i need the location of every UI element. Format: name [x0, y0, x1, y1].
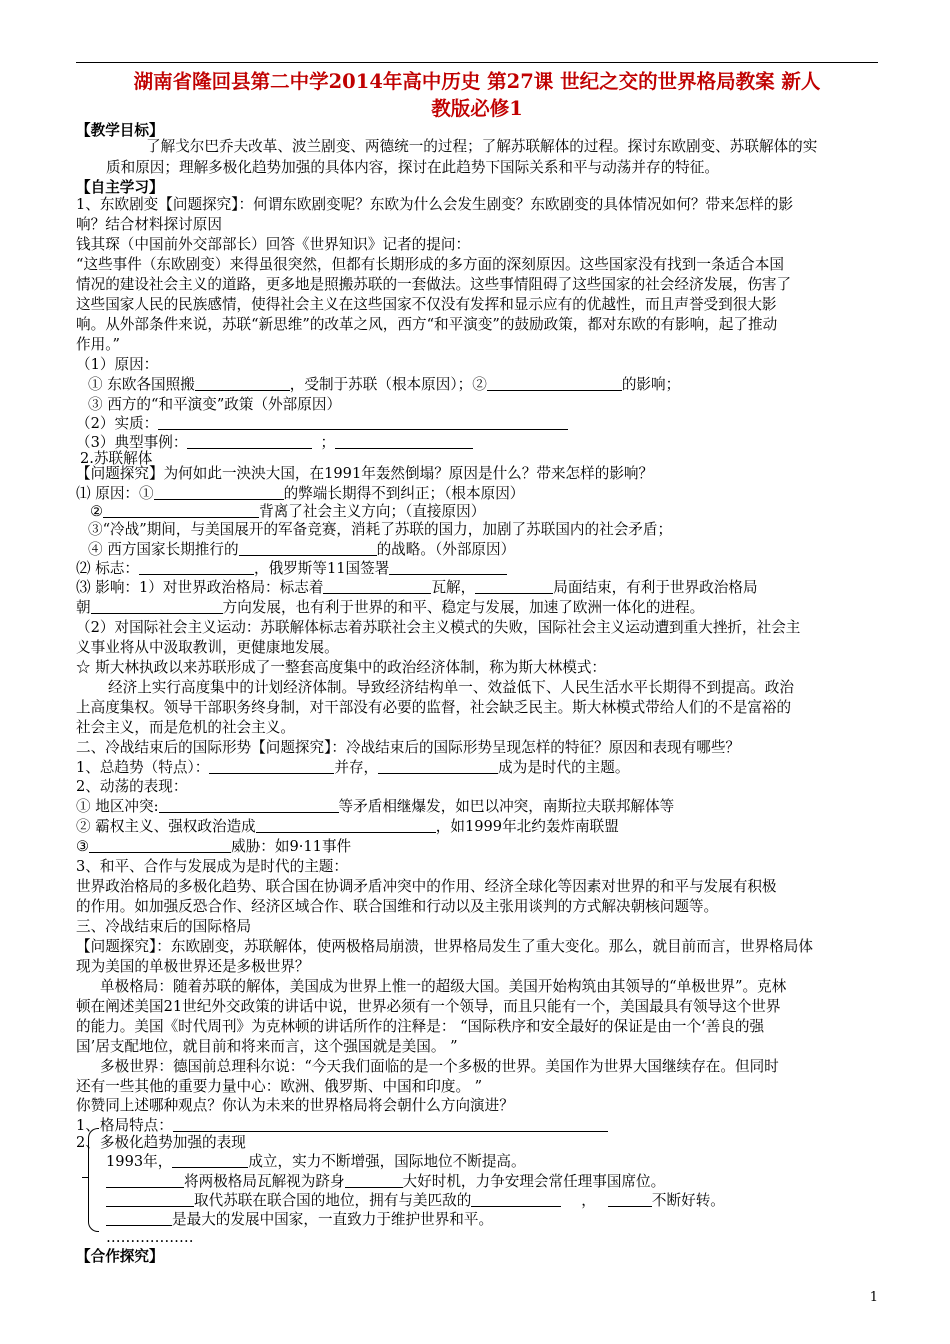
fill-in-line: ③ 威胁：如9·11事件 [76, 838, 352, 855]
paragraph-line: 还有一些其他的重要力量中心：欧洲、俄罗斯、中国和印度。 ” [76, 1078, 483, 1095]
paragraph-line: ③“冷战”期间，与美国展开的军备竞赛，消耗了苏联的国力，加剧了苏联国内的社会矛盾； [88, 521, 673, 538]
blank[interactable] [209, 759, 334, 774]
paragraph-line: 社会主义，而是危机的社会主义。 [76, 719, 295, 736]
paragraph-line: 上高度集权。领导干部职务终身制，对干部没有必要的监督，社会缺乏民主。斯大林模式带给人们的不是富裕的 [76, 699, 792, 716]
ellipsis-line: ……………… [106, 1229, 194, 1246]
blank[interactable] [154, 485, 284, 500]
paragraph-line: 的作用。如加强反恐合作、经济区域合作、联合国维和行动以及主张用谈判的方式解决朝核问题等。 [76, 898, 719, 915]
paragraph-line: 顿在阐述美国21世纪外交政策的讲话中说，世界必须有一个领导，而且只能有一个，美国最具有领导这个世界 [76, 998, 781, 1015]
paragraph-line: 这些国家人民的民族感情，使得社会主义在这些国家不仅没有发挥和显示应有的优越性，而且声誉受到很大影 [76, 296, 777, 313]
blank[interactable] [106, 1173, 184, 1188]
paragraph-line: 3、和平、合作与发展成为是时代的主题： [76, 858, 348, 875]
paragraph-line: 1、东欧剧变【问题探究】：何谓东欧剧变呢？东欧为什么会发生剧变？东欧剧变的具体情况如何？带来怎样的影 [76, 196, 794, 213]
paragraph-line: 钱其琛（中国前外交部部长）回答《世界知识》记者的提问： [76, 236, 471, 253]
paragraph-line: 响。从外部条件来说，苏联“新思维”的改革之风，西方“和平演变”的鼓励政策，都对东欧的有影响，起了推动 [76, 316, 778, 333]
section-cooperative-inquiry: 【合作探究】 [76, 1248, 164, 1265]
top-rule [76, 62, 878, 63]
paragraph-line: 二、冷战结束后的国际形势【问题探究】：冷战结束后的国际形势呈现怎样的特征？原因和表现有哪些？ [76, 739, 741, 756]
fill-in-line: ① 地区冲突: 等矛盾相继爆发，如巴以冲突，南斯拉夫联邦解体等 [76, 798, 675, 815]
paragraph-line: 现为美国的单极世界还是多极世界？ [76, 958, 310, 975]
paragraph-line: 多极世界：德国前总理科尔说：“今天我们面临的是一个多极的世界。美国作为世界大国继续存在。但同时 [100, 1058, 779, 1075]
paragraph-line: 义事业将从中汲取教训，更健康地发展。 [76, 639, 339, 656]
paragraph-line: 响？结合材料探讨原因 [76, 216, 222, 233]
paragraph-line: 三、冷战结束后的国际格局 [76, 918, 252, 935]
paragraph-line: 2.苏联解体 [80, 450, 153, 467]
paragraph-line: （1）原因： [76, 356, 159, 373]
paragraph-line: 质和原因；理解多极化趋势加强的具体内容，探讨在此趋势下国际关系和平与动荡并存的特征。 [106, 159, 719, 176]
blank[interactable] [139, 560, 254, 575]
blank[interactable] [378, 759, 498, 774]
page-title [76, 68, 878, 122]
blank[interactable] [345, 1173, 403, 1188]
blank[interactable] [103, 503, 259, 518]
paragraph-line: 作用。” [76, 336, 120, 353]
fill-in-line: ⑶ 影响：1）对世界政治格局：标志着 瓦解， 局面结束，有利于世界政治格局 [76, 579, 758, 596]
blank[interactable] [389, 560, 507, 575]
fill-in-line: （3）典型事例： ； [76, 433, 473, 453]
fill-in-line: 取代苏联在联合国的地位，拥有与美匹敌的 ， 不断好转。 [106, 1191, 725, 1211]
blank[interactable] [159, 798, 339, 813]
blank[interactable] [195, 376, 290, 391]
paragraph-line: 你赞同上述哪种观点？你认为未来的世界格局将会朝什么方向演进？ [76, 1097, 514, 1114]
blank[interactable] [323, 579, 431, 594]
paragraph-line: （2）对国际社会主义运动：苏联解体标志着苏联社会主义模式的失败，国际社会主义运动遭到重大挫折，社会主 [76, 619, 801, 636]
paragraph-line: ③ 西方的“和平演变”政策（外部原因） [88, 396, 342, 413]
blank[interactable] [158, 415, 568, 430]
blank[interactable] [172, 1153, 248, 1168]
blank[interactable] [173, 1117, 608, 1132]
fill-in-line: 朝 方向发展，也有利于世界的和平、稳定与发展，加速了欧洲一体化的进程。 [76, 599, 705, 616]
fill-in-line: ① 东欧各国照搬 ，受制于苏联（根本原因）；② 的影响； [88, 376, 681, 393]
blank[interactable] [106, 1192, 194, 1207]
blank[interactable] [471, 1192, 561, 1207]
blank[interactable] [608, 1192, 652, 1207]
brace-bracket [88, 1128, 99, 1232]
blank[interactable] [256, 818, 436, 833]
paragraph-line: 经济上实行高度集中的计划经济体制。导致经济结构单一、效益低下、人民生活水平长期得不到提高。政治 [108, 679, 794, 696]
blank[interactable] [239, 541, 377, 556]
fill-in-line: ⑴ 原因：① 的弊端长期得不到纠正；（根本原因） [76, 485, 525, 502]
fill-in-line: ② 霸权主义、强权政治造成 ，如1999年北约轰炸南联盟 [76, 818, 619, 835]
title-line-2: 教版必修1 [431, 97, 523, 120]
title-line-1: 湖南省隆回县第二中学2014年高中历史 第27课 世纪之交的世界格局教案 新人 [133, 70, 821, 93]
fill-in-line: 将两极格局瓦解视为跻身 大好时机，力争安理会常任理事国席位。 [106, 1172, 665, 1192]
fill-in-line: （2）实质： [76, 414, 568, 434]
paragraph-line: 2、多极化趋势加强的表现 [76, 1134, 246, 1151]
blank[interactable] [89, 838, 231, 853]
paragraph-line: 【问题探究】：东欧剧变，苏联解体，使两极格局崩溃，世界格局发生了重大变化。那么，就目前而言，世界格局体 [76, 938, 813, 955]
paragraph-line: “这些事件（东欧剧变）来得虽很突然，但都有长期形成的多方面的深刻原因。这些国家没有找到一条适合本国 [76, 256, 784, 273]
paragraph-line: 国’居支配地位，就目前和将来而言，这个强国就是美国。 ” [76, 1038, 458, 1055]
paragraph-line: 情况的建设社会主义的道路，更多地是照搬苏联的一套做法。这些事情阻碍了这些国家的社会经济发展，伤害了 [76, 276, 792, 293]
page-number: 1 [869, 1290, 878, 1305]
fill-in-line: 1993年， 成立，实力不断增强，国际地位不断提高。 [106, 1153, 526, 1170]
paragraph-line: 2、动荡的表现： [76, 778, 188, 795]
section-self-study: 【自主学习】 [76, 179, 164, 196]
fill-in-line: 1、格局特点： [76, 1116, 608, 1136]
paragraph-line: ☆ 斯大林执政以来苏联形成了一整套高度集中的政治经济体制，称为斯大林模式： [76, 659, 607, 676]
fill-in-line: ④ 西方国家长期推行的 的战略。（外部原因） [88, 541, 516, 558]
fill-in-line: 1、总趋势（特点）： 并存， 成为是时代的主题。 [76, 759, 630, 776]
section-teaching-goals: 【教学目标】 [76, 122, 164, 139]
paragraph-line: 世界政治格局的多极化趋势、联合国在协调矛盾冲突中的作用、经济全球化等因素对世界的和平与发展有积极 [76, 878, 777, 895]
blank[interactable] [187, 434, 312, 449]
blank[interactable] [475, 579, 553, 594]
fill-in-line: 是最大的发展中国家，一直致力于维护世界和平。 [106, 1210, 493, 1230]
paragraph-line: 单极格局：随着苏联的解体，美国成为世界上惟一的超级大国。美国开始构筑由其领导的“单极世界”。克林 [100, 978, 787, 995]
paragraph-line: 【问题探究】为何如此一泱泱大国，在1991年轰然倒塌？原因是什么？带来怎样的影响？ [76, 465, 654, 482]
blank[interactable] [335, 434, 473, 449]
blank[interactable] [487, 376, 622, 391]
blank[interactable] [91, 599, 223, 614]
fill-in-line: ② 背离了社会主义方向；（直接原因） [90, 503, 486, 520]
paragraph-line: 了解戈尔巴乔夫改革、波兰剧变、两德统一的过程；了解苏联解体的过程。探讨东欧剧变、苏联解体的实 [146, 138, 818, 155]
blank[interactable] [106, 1211, 172, 1226]
paragraph-line: 的能力。美国《时代周刊》为克林顿的讲话所作的注释是： “国际秩序和安全最好的保证是由一个‘善良的强 [76, 1018, 765, 1035]
fill-in-line: ⑵ 标志： ，俄罗斯等11国签署 [76, 559, 507, 579]
